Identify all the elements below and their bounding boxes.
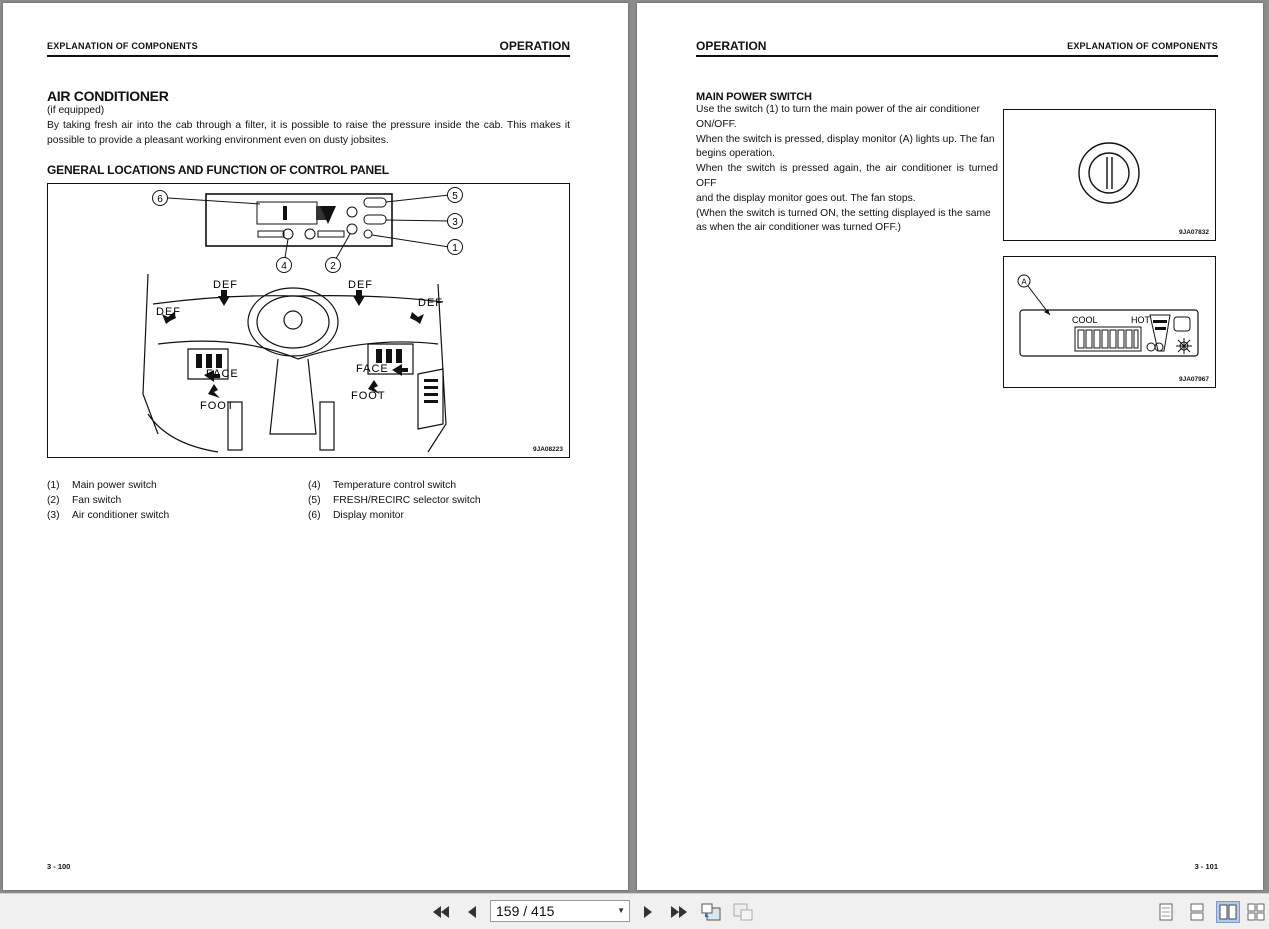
prev-page-icon[interactable] xyxy=(461,902,483,922)
paragraph-line: When the switch is pressed again, the air conditioner is turned OFF xyxy=(696,163,998,189)
label-def-center-right: DEF xyxy=(348,279,373,291)
callout-5: 5 xyxy=(452,191,458,202)
facing-view-icon[interactable] xyxy=(1216,901,1240,923)
chevron-down-icon[interactable]: ▼ xyxy=(617,906,625,915)
label-foot-left: FOOT xyxy=(200,400,235,412)
continuous-view-icon[interactable] xyxy=(1185,901,1209,923)
legend-item: (4) Temperature control switch xyxy=(308,480,457,491)
legend-item: (6) Display monitor xyxy=(308,510,404,521)
header-right: EXPLANATION OF COMPONENTS xyxy=(1067,41,1218,51)
next-page-icon[interactable] xyxy=(637,902,659,922)
callout-3: 3 xyxy=(452,217,458,228)
callout-a: A xyxy=(1021,277,1027,287)
right-page xyxy=(637,3,1263,890)
display-monitor-figure xyxy=(1003,256,1216,388)
header-right: OPERATION xyxy=(499,39,570,53)
label-face-left: FACE xyxy=(206,368,239,380)
power-switch-icon xyxy=(1004,110,1215,240)
first-page-icon[interactable] xyxy=(430,902,452,922)
single-page-view-icon[interactable] xyxy=(1154,901,1178,923)
paragraph-line: and the display monitor goes out. The fan stops. xyxy=(696,192,916,204)
subtitle: (if equipped) xyxy=(47,105,105,116)
intro-paragraph: By taking fresh air into the cab through a filter, it is possible to raise the pressure inside the cab. This makes it possible to provide a pleasant working environment even on dusty jobsites. xyxy=(47,120,570,146)
paragraph-line: as when the air conditioner was turned OFF.) xyxy=(696,222,901,234)
paragraph-line: (When the switch is turned ON, the setting displayed is the same xyxy=(696,207,991,219)
page-number: 3 - 101 xyxy=(1194,862,1218,871)
last-page-icon[interactable] xyxy=(668,902,690,922)
label-foot-right: FOOT xyxy=(351,390,386,402)
page-number-field[interactable] xyxy=(490,900,630,922)
label-def-left: DEF xyxy=(156,306,181,318)
header-rule xyxy=(47,55,570,57)
legend-item: (1) Main power switch xyxy=(47,480,157,491)
callout-4: 4 xyxy=(281,261,287,272)
continuous-facing-view-icon[interactable] xyxy=(1245,901,1267,923)
control-panel-figure xyxy=(47,183,570,458)
page-indicator: 159 / 415 xyxy=(496,903,555,919)
paragraph-line: ON/OFF. xyxy=(696,118,737,130)
callout-6: 6 xyxy=(157,194,163,205)
left-page xyxy=(3,3,628,890)
label-face-right: FACE xyxy=(356,363,389,375)
callout-2: 2 xyxy=(330,261,336,272)
page-number: 3 - 100 xyxy=(47,862,71,871)
section-title: MAIN POWER SWITCH xyxy=(696,91,812,103)
section-title: GENERAL LOCATIONS AND FUNCTION OF CONTROL PANEL xyxy=(47,163,389,177)
figure-code: 9JA07832 xyxy=(1179,229,1209,236)
figure-code: 9JA07967 xyxy=(1179,376,1209,383)
legend-left xyxy=(47,478,169,523)
previous-view-icon[interactable] xyxy=(700,902,722,922)
legend-item: (3) Air conditioner switch xyxy=(47,510,170,521)
label-def-center-left: DEF xyxy=(213,279,238,291)
label-def-right: DEF xyxy=(418,297,443,309)
page-title: AIR CONDITIONER xyxy=(47,88,169,104)
header-left: OPERATION xyxy=(696,39,767,53)
legend-item: (2) Fan switch xyxy=(47,495,122,506)
figure-code: 9JA08223 xyxy=(533,446,563,453)
paragraph-line: Use the switch (1) to turn the main power of the air conditioner xyxy=(696,104,980,115)
header-left: EXPLANATION OF COMPONENTS xyxy=(47,41,198,51)
hot-label: HOT xyxy=(1131,315,1150,325)
legend-item: (5) FRESH/RECIRC selector switch xyxy=(308,495,481,506)
callout-1: 1 xyxy=(452,243,458,254)
next-view-icon[interactable] xyxy=(732,902,754,922)
main-power-paragraph xyxy=(696,103,998,236)
display-monitor-illustration xyxy=(1004,257,1215,387)
paragraph-line: When the switch is pressed, display monitor (A) lights up. The fan xyxy=(696,133,995,145)
legend-right xyxy=(308,478,481,523)
cab-illustration xyxy=(48,184,569,457)
paragraph-line: begins operation. xyxy=(696,148,776,160)
header-rule xyxy=(696,55,1218,57)
pdf-toolbar xyxy=(0,893,1269,929)
power-switch-figure xyxy=(1003,109,1216,241)
cool-label: COOL xyxy=(1072,315,1098,325)
